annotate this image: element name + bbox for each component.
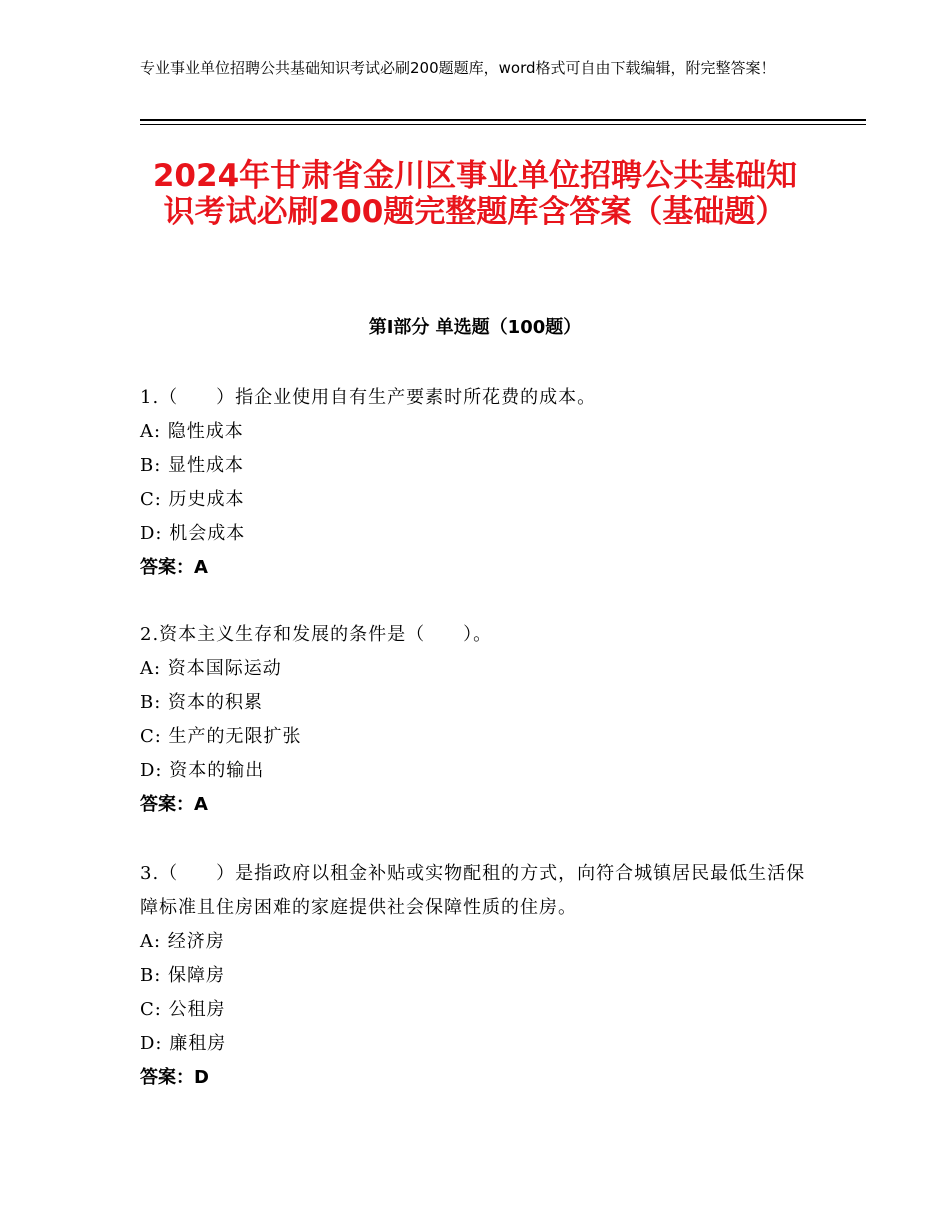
question-stem: 1.（ ）指企业使用自有生产要素时所花费的成本。 xyxy=(140,387,597,408)
option-c: C: 生产的无限扩张 xyxy=(140,726,302,747)
option-b: B: 资本的积累 xyxy=(140,692,264,713)
answer: 答案：D xyxy=(140,1067,209,1088)
question-stem: 3.（ ）是指政府以租金补贴或实物配租的方式，向符合城镇居民最低生活保障标准且住房困难的家庭提供社会保障性质的住房。 xyxy=(140,863,806,918)
option-c: C: 公租房 xyxy=(140,999,226,1020)
question-2 xyxy=(140,618,810,822)
option-b: B: 保障房 xyxy=(140,965,226,986)
option-b: B: 显性成本 xyxy=(140,455,245,476)
question-1 xyxy=(140,381,810,585)
header-rule-thin xyxy=(140,124,866,125)
answer: 答案：A xyxy=(140,557,208,578)
option-a: A: 隐性成本 xyxy=(140,421,244,442)
option-a: A: 经济房 xyxy=(140,931,225,952)
question-stem: 2.资本主义生存和发展的条件是（ ）。 xyxy=(140,624,493,645)
option-d: D: 资本的输出 xyxy=(140,760,265,781)
option-c: C: 历史成本 xyxy=(140,489,245,510)
header-note: 专业事业单位招聘公共基础知识考试必刷200题题库，word格式可自由下载编辑，附完整答案！ xyxy=(140,59,776,77)
document-title: 2024年甘肃省金川区事业单位招聘公共基础知识考试必刷200题完整题库含答案（基础题） xyxy=(152,158,798,230)
option-a: A: 资本国际运动 xyxy=(140,658,282,679)
answer: 答案：A xyxy=(140,794,208,815)
question-3 xyxy=(140,857,810,1095)
option-d: D: 机会成本 xyxy=(140,523,246,544)
section-title: 第Ⅰ部分 单选题（100题） xyxy=(368,317,582,338)
option-d: D: 廉租房 xyxy=(140,1033,227,1054)
header-rule-thick xyxy=(140,119,866,121)
